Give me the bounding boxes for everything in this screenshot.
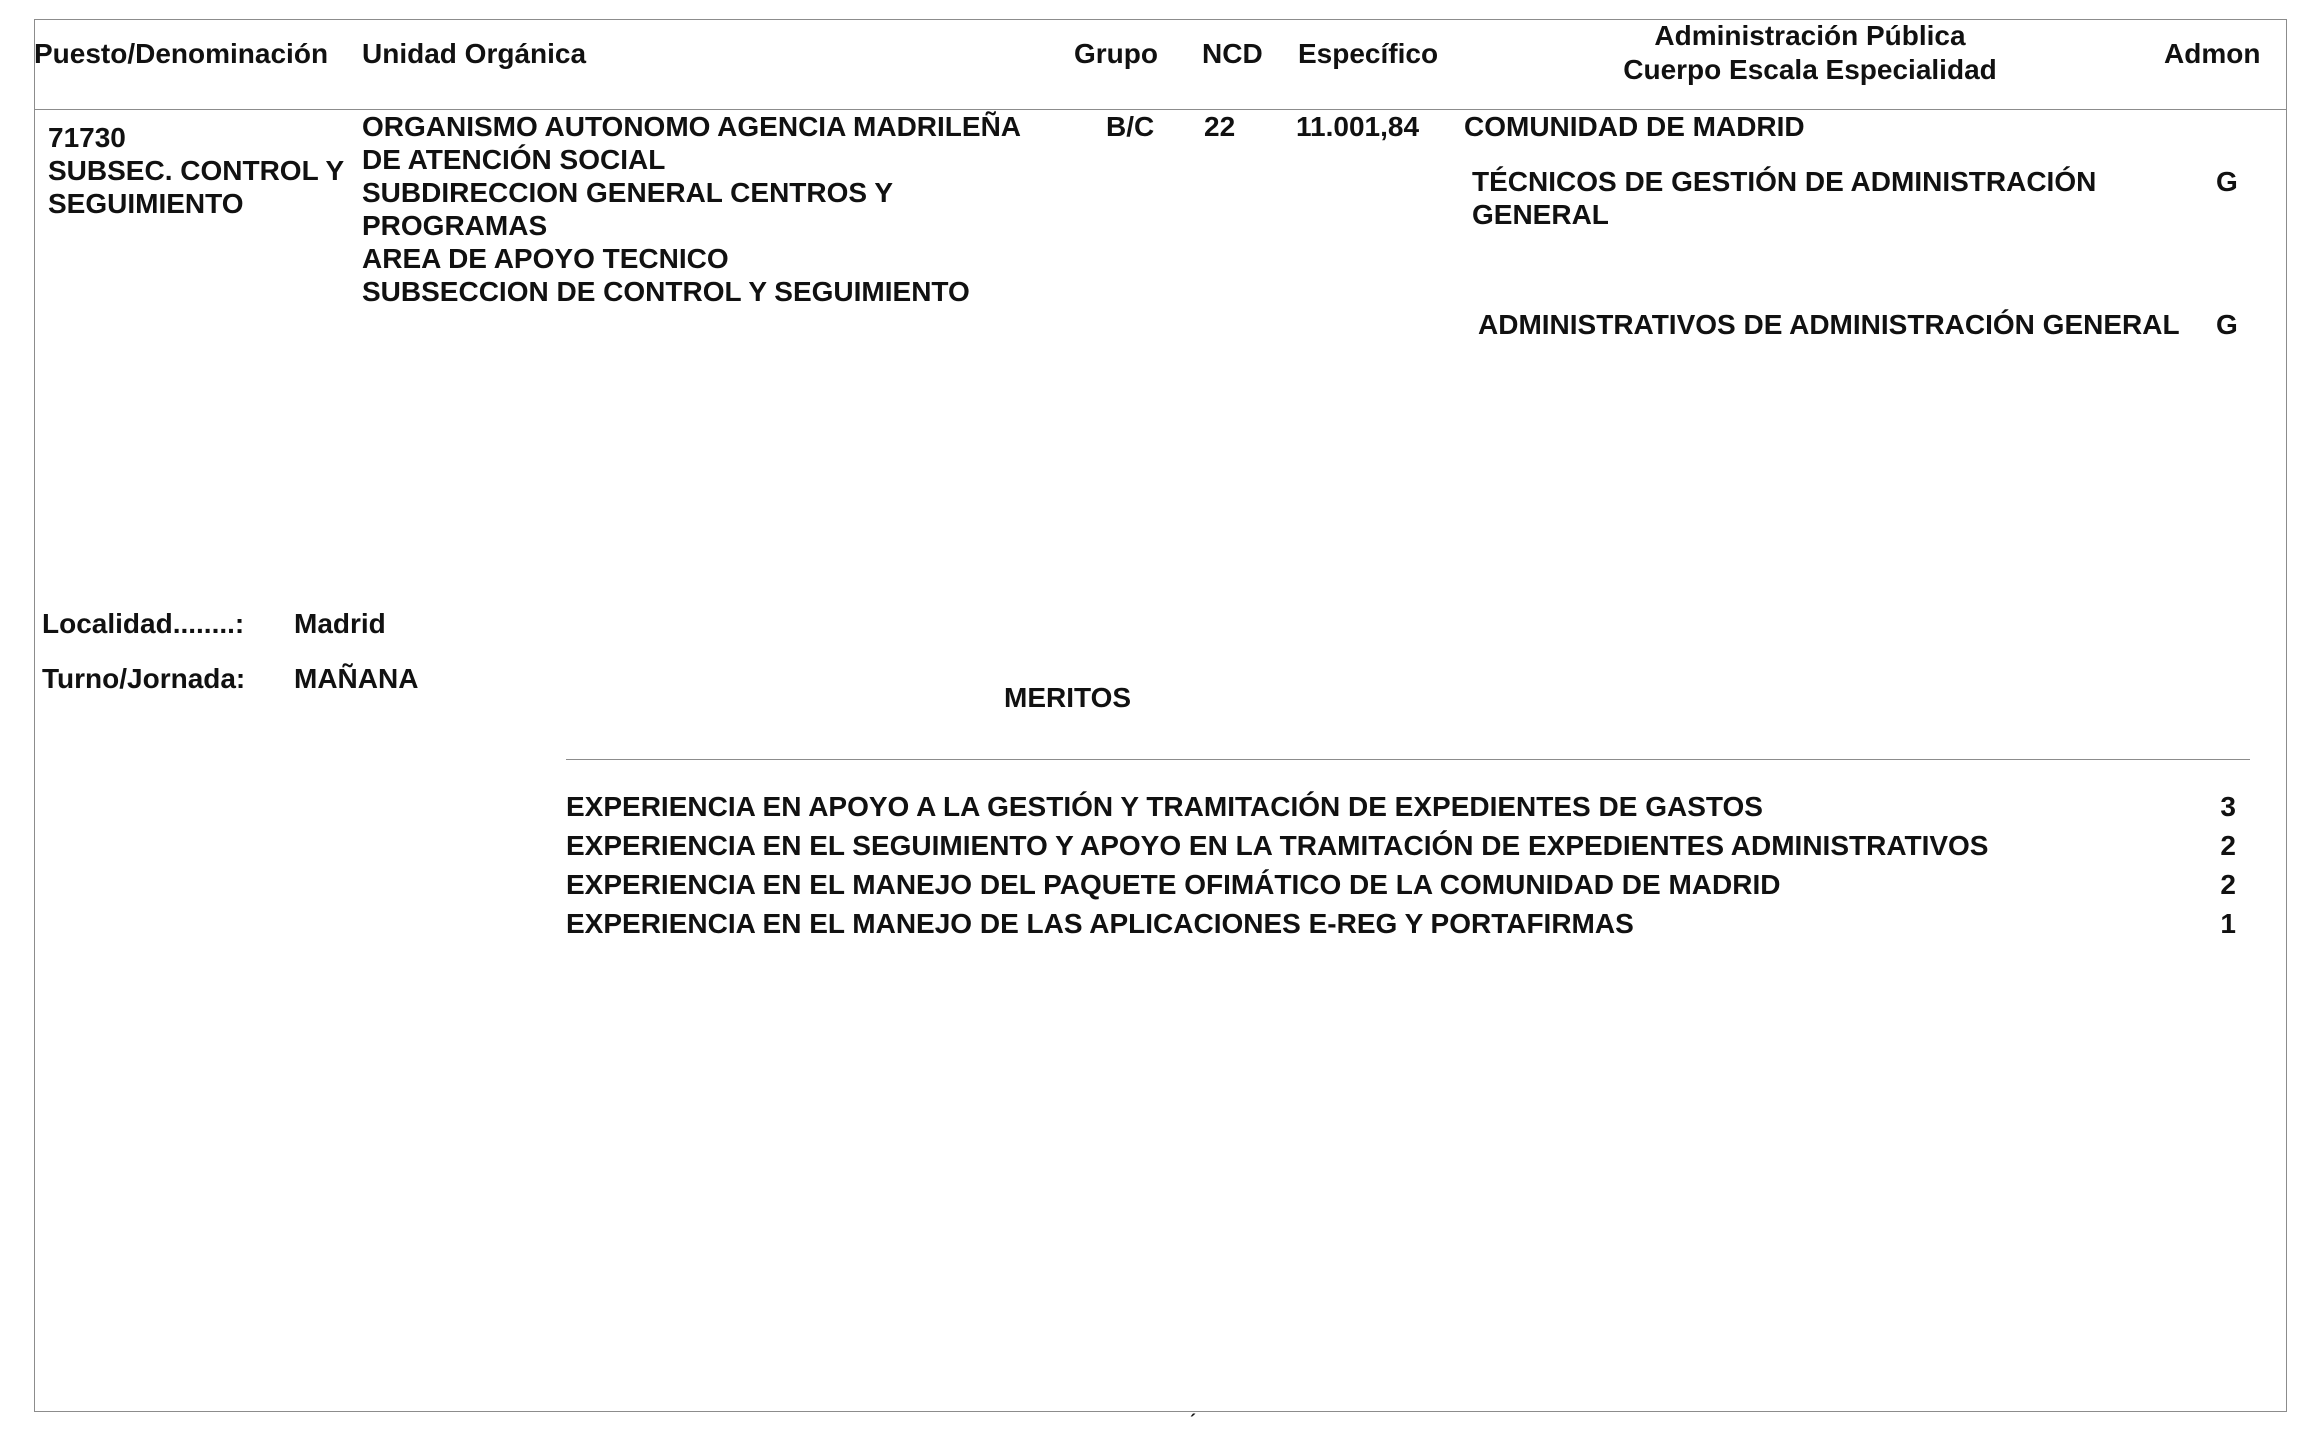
unidad-organica-cell <box>362 110 1021 308</box>
unidad-line: DE ATENCIÓN SOCIAL <box>362 144 666 175</box>
merit-points: 2 <box>2220 830 2236 861</box>
merit-points: 2 <box>2220 869 2236 900</box>
unidad-line: ORGANISMO AUTONOMO AGENCIA MADRILEÑA <box>362 111 1022 142</box>
header-ncd: NCD <box>1202 38 1263 69</box>
merit-points: 1 <box>2220 908 2236 939</box>
unidad-line: PROGRAMAS <box>362 210 548 241</box>
cuerpo-line2: GENERAL <box>1472 199 1609 230</box>
header-especifico: Específico <box>1298 38 1439 69</box>
cuerpo-item: ADMINISTRATIVOS DE ADMINISTRACIÓN GENERAL <box>1478 309 2180 340</box>
merit-text: EXPERIENCIA EN EL MANEJO DE LAS APLICACIONES E-REG Y PORTAFIRMAS <box>566 908 1634 939</box>
turno-value: MAÑANA <box>294 663 419 694</box>
puesto-denominacion-line1: SUBSEC. CONTROL Y <box>48 155 345 186</box>
localidad-value: Madrid <box>294 608 386 639</box>
merit-points: 3 <box>2220 791 2236 822</box>
header-admin-line2: Cuerpo Escala Especialidad <box>1623 54 1997 85</box>
merit-row <box>566 787 2236 826</box>
especifico-value: 11.001,84 <box>1296 111 1420 142</box>
puesto-denominacion-line2: SEGUIMIENTO <box>48 188 244 219</box>
cuerpo-item <box>1472 165 2096 231</box>
grupo-value: B/C <box>1106 111 1155 142</box>
unidad-line: SUBDIRECCION GENERAL CENTROS Y <box>362 177 894 208</box>
header-unidad: Unidad Orgánica <box>362 38 587 69</box>
cuerpo-admon: G <box>2216 166 2238 197</box>
unidad-line: SUBSECCION DE CONTROL Y SEGUIMIENTO <box>362 276 970 307</box>
footer-mark: ´ <box>1190 1411 1196 1431</box>
merit-row <box>566 904 2236 943</box>
header-grupo: Grupo <box>1074 38 1158 69</box>
merit-text: EXPERIENCIA EN APOYO A LA GESTIÓN Y TRAMITACIÓN DE EXPEDIENTES DE GASTOS <box>566 791 1763 822</box>
merit-row <box>566 826 2236 865</box>
unidad-line: AREA DE APOYO TECNICO <box>362 243 729 274</box>
cuerpo-admon: G <box>2216 309 2238 340</box>
cuerpo-line1: TÉCNICOS DE GESTIÓN DE ADMINISTRACIÓN <box>1472 166 2097 197</box>
puesto-code: 71730 <box>48 122 126 153</box>
puesto-cell <box>48 121 344 220</box>
merit-text: EXPERIENCIA EN EL MANEJO DEL PAQUETE OFIMÁTICO DE LA COMUNIDAD DE MADRID <box>566 869 1781 900</box>
merit-row <box>566 865 2236 904</box>
header-puesto: Puesto/Denominación <box>34 38 329 69</box>
header-admin-line1: Administración Pública <box>1654 20 1966 51</box>
turno-label: Turno/Jornada: <box>42 663 246 694</box>
localidad-label: Localidad........: <box>42 608 245 639</box>
merit-text: EXPERIENCIA EN EL SEGUIMIENTO Y APOYO EN LA TRAMITACIÓN DE EXPEDIENTES ADMINISTRATIVOS <box>566 830 1989 861</box>
header-admon: Admon <box>2164 38 2261 69</box>
header-administracion <box>1560 19 2060 87</box>
meritos-divider <box>566 759 2250 760</box>
meritos-title: MERITOS <box>1004 682 1132 713</box>
ncd-value: 22 <box>1204 111 1236 142</box>
administracion-value: COMUNIDAD DE MADRID <box>1464 111 1805 142</box>
